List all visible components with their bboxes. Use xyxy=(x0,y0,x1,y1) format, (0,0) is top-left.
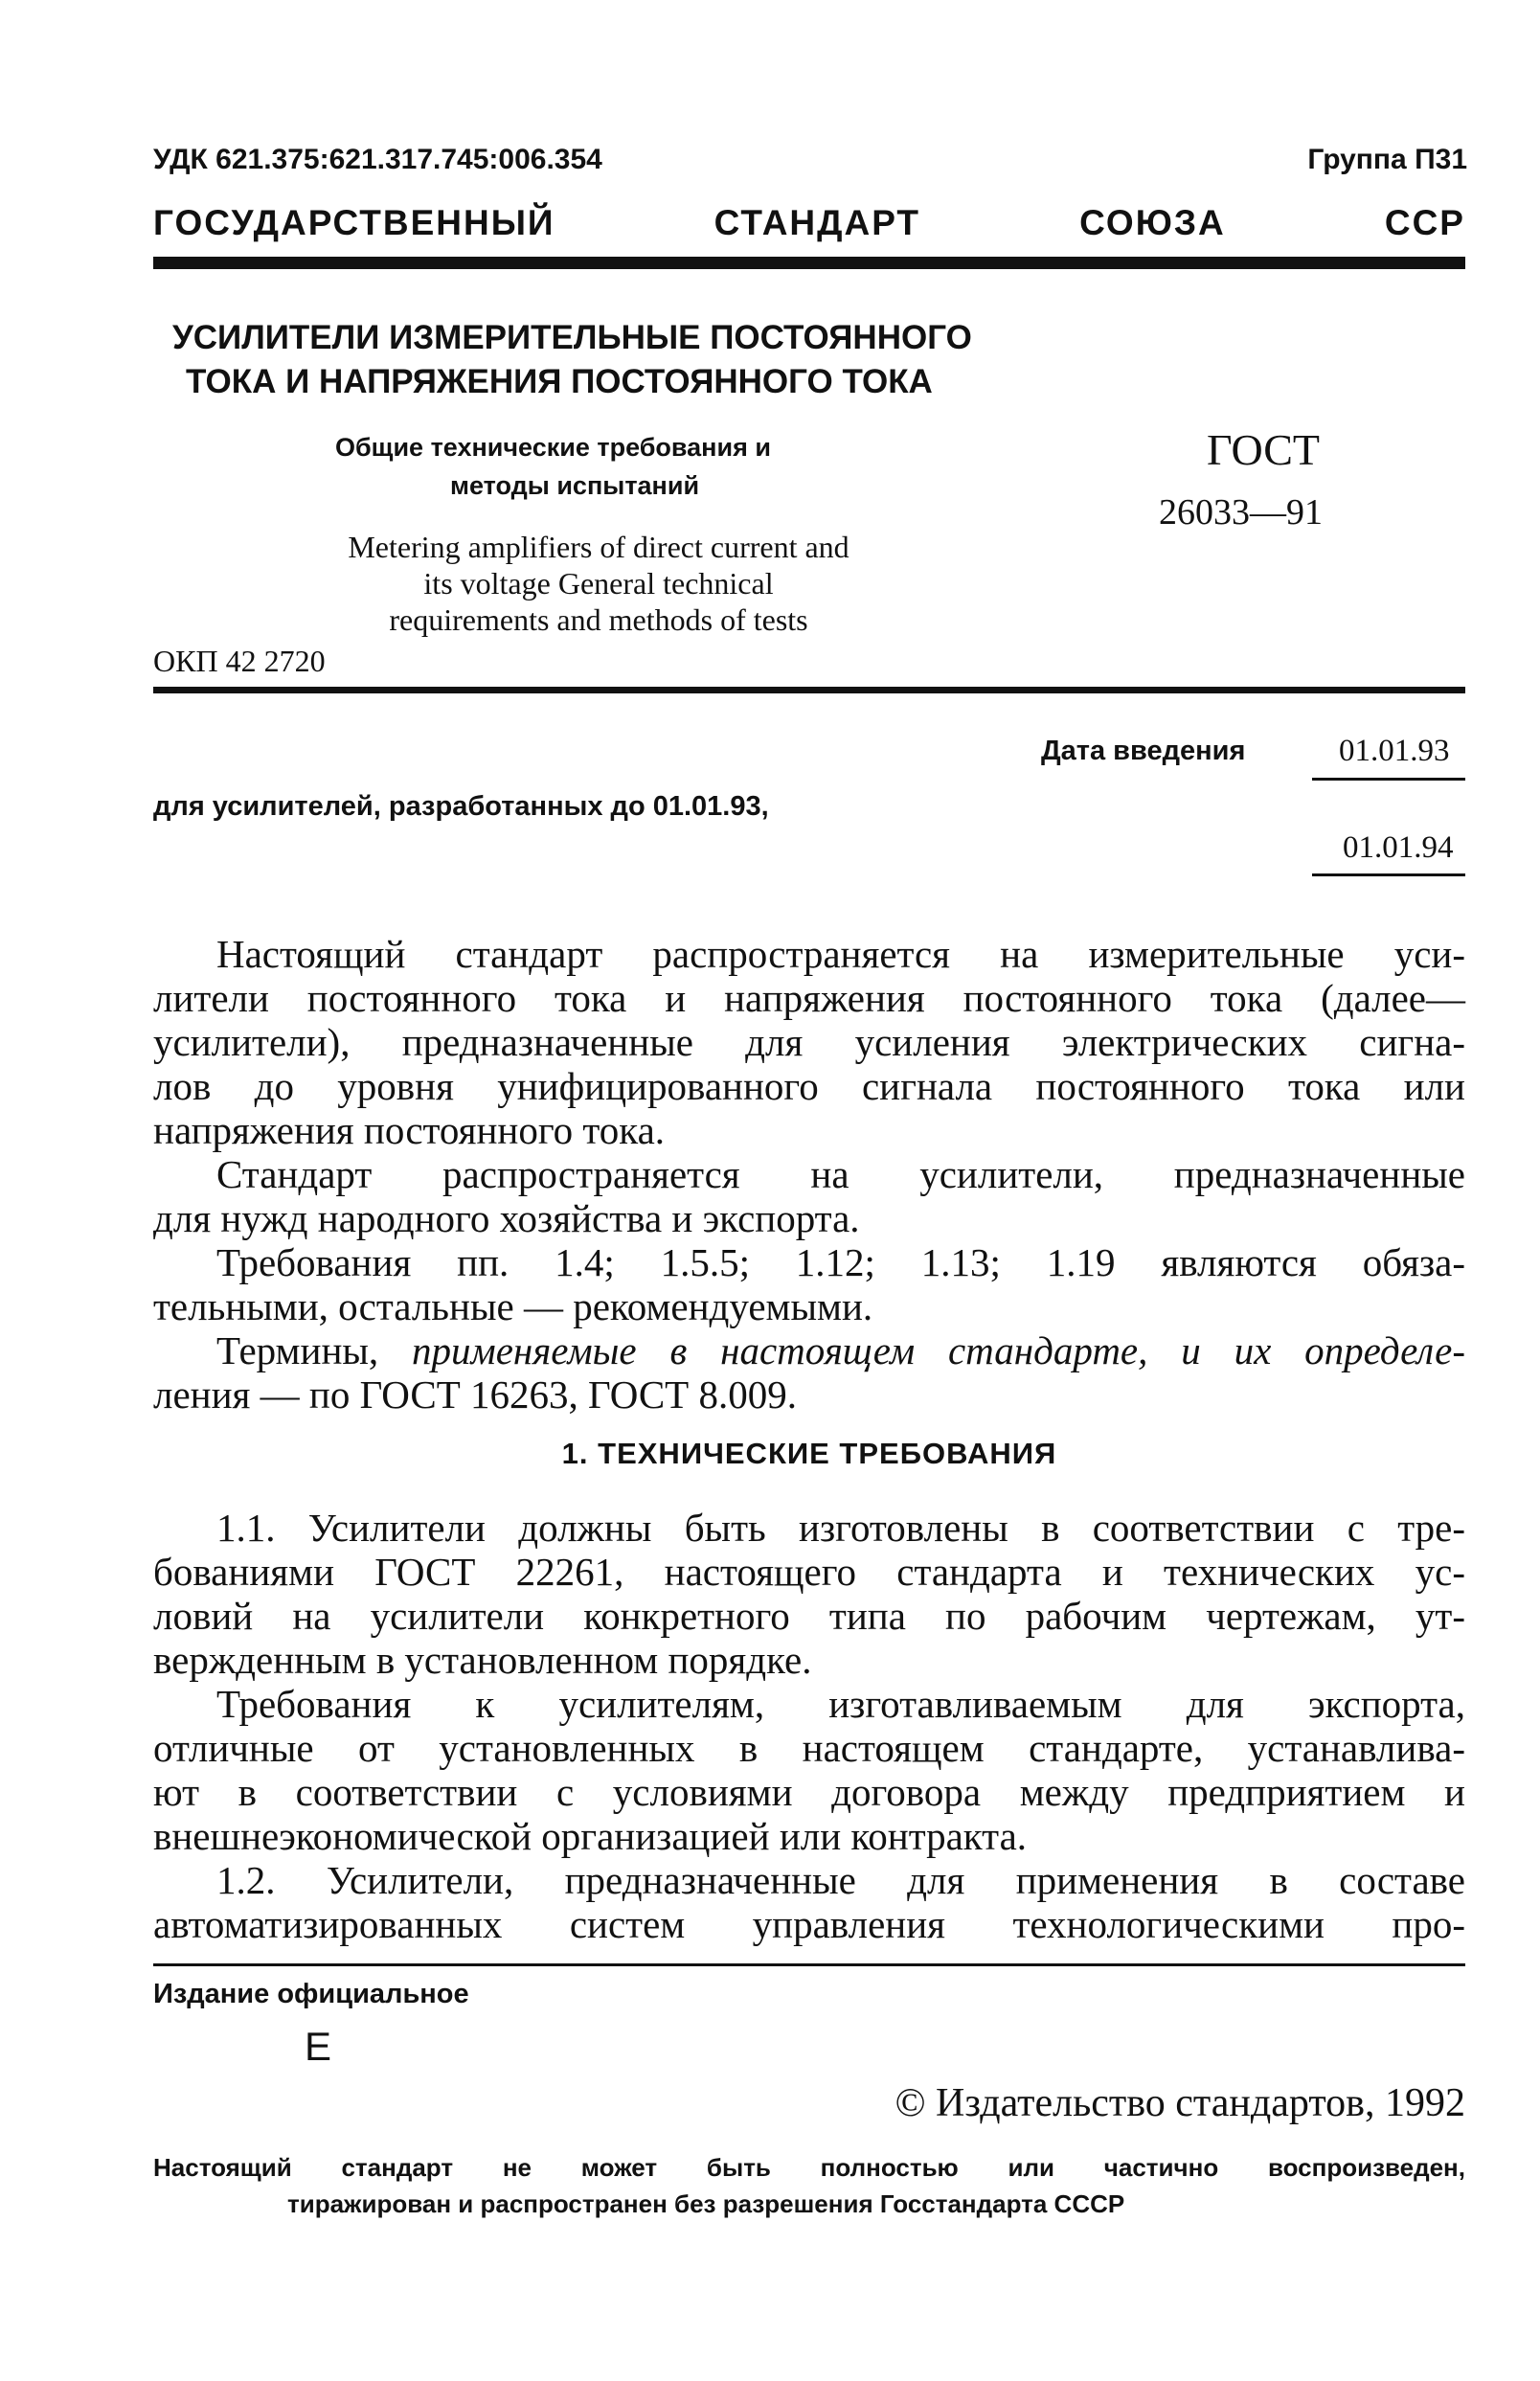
paragraph-1-2 xyxy=(153,1858,1465,1946)
export-paragraph xyxy=(153,1682,1465,1858)
terms-italic: применяемые в настоящем стандарте, и их определе- xyxy=(412,1328,1465,1372)
text-line: вержденным в установленном порядке. xyxy=(153,1638,812,1682)
subtitle-en-line-1: Metering amplifiers of direct current and xyxy=(348,530,849,564)
footer-rule xyxy=(153,1963,1465,1966)
section-heading: 1. ТЕХНИЧЕСКИЕ ТРЕБОВАНИЯ xyxy=(561,1437,1057,1470)
header-rule xyxy=(153,257,1465,269)
text-line: ления — по ГОСТ 16263, ГОСТ 8.009. xyxy=(153,1372,797,1417)
text-line: Требования к усилителям, изготавливаемым для экспорта, xyxy=(216,1682,1465,1726)
gost-label: ГОСТ xyxy=(1207,425,1321,474)
edition-letter: Е xyxy=(305,2024,332,2069)
text-line: отличные от установленных в настоящем стандарте, устанавлива- xyxy=(153,1726,1465,1770)
subtitle-ru-line-1: Общие технические требования и xyxy=(335,433,771,462)
gost-number: 26033—91 xyxy=(1159,492,1323,533)
text-line: 1.1. Усилители должны быть изготовлены в соответствии с тре- xyxy=(216,1506,1465,1550)
terms-paragraph xyxy=(153,1328,1465,1417)
text-line: усилители), предназначенные для усиления электрических сигна- xyxy=(153,1020,1465,1064)
text-line: для нужд народного хозяйства и экспорта. xyxy=(153,1196,860,1240)
text-line: Стандарт распространяется на усилители, предназначенные xyxy=(216,1152,1465,1196)
subtitle-en xyxy=(263,529,934,638)
text-line: Настоящий стандарт распространяется на измерительные уси- xyxy=(216,932,1465,976)
group-code: Группа П31 xyxy=(1307,144,1467,175)
text-line: ловий на усилители конкретного типа по рабочим чертежам, ут- xyxy=(153,1594,1465,1638)
intro-date: 01.01.93 xyxy=(1339,734,1450,768)
title-line-2: ТОКА И НАПРЯЖЕНИЯ ПОСТОЯННОГО ТОКА xyxy=(186,363,933,400)
subtitle-en-line-3: requirements and methods of tests xyxy=(389,602,808,637)
scope-paragraph xyxy=(153,1152,1465,1240)
copyright-line: © Издательство стандартов, 1992 xyxy=(895,2081,1465,2125)
requirements-paragraph xyxy=(153,1240,1465,1328)
text-line: автоматизированных систем управления технологическими про- xyxy=(153,1902,1465,1946)
earlier-date-rule xyxy=(1312,873,1465,876)
paragraph-1-1 xyxy=(153,1506,1465,1682)
intro-date-rule xyxy=(1312,778,1465,781)
text-line: тельными, остальные — рекомендуемыми. xyxy=(153,1284,873,1328)
intro-date-label: Дата введения xyxy=(1041,736,1246,766)
edition-label: Издание официальное xyxy=(153,1979,469,2009)
text-line: Требования пп. 1.4; 1.5.5; 1.12; 1.13; 1.19 являются обяза- xyxy=(216,1240,1465,1284)
text-line: внешнеэкономической организацией или контракта. xyxy=(153,1814,1028,1858)
text-line: ют в соответствии с условиями договора между предприятием и xyxy=(153,1770,1465,1814)
title-rule xyxy=(153,687,1465,693)
text-line xyxy=(153,1328,1465,1372)
subtitle-en-line-2: its voltage General technical xyxy=(423,566,774,601)
state-standard-banner: ГОСУДАРСТВЕННЫЙ СТАНДАРТ СОЮЗА ССР xyxy=(153,203,1465,242)
copyright-notice-line-1: Настоящий стандарт не может быть полностью или частично воспроизведен, xyxy=(153,2153,1465,2182)
okp-code: ОКП 42 2720 xyxy=(153,644,326,678)
text-line: 1.2. Усилители, предназначенные для применения в составе xyxy=(216,1858,1465,1902)
intro-paragraph xyxy=(153,932,1465,1152)
udk-code: УДК 621.375:621.317.745:006.354 xyxy=(153,144,602,175)
text-line: напряжения постоянного тока. xyxy=(153,1108,666,1152)
text-line: лители постоянного тока и напряжения постоянного тока (далее— xyxy=(153,976,1465,1020)
copyright-notice-line-2: тиражирован и распространен без разрешения Госстандарта СССР xyxy=(287,2189,1125,2218)
subtitle-ru-line-2: методы испытаний xyxy=(450,471,700,500)
earlier-date: 01.01.94 xyxy=(1343,830,1454,865)
earlier-date-label: для усилителей, разработанных до 01.01.93, xyxy=(153,791,769,822)
standard-title xyxy=(172,316,972,404)
terms-lead: Термины, xyxy=(216,1328,413,1372)
title-line-1: УСИЛИТЕЛИ ИЗМЕРИТЕЛЬНЫЕ ПОСТОЯННОГО xyxy=(172,319,972,356)
text-line: лов до уровня унифицированного сигнала постоянного тока или xyxy=(153,1064,1465,1108)
text-line: бованиями ГОСТ 22261, настоящего стандарта и технических ус- xyxy=(153,1550,1465,1594)
subtitle-ru xyxy=(335,428,771,505)
